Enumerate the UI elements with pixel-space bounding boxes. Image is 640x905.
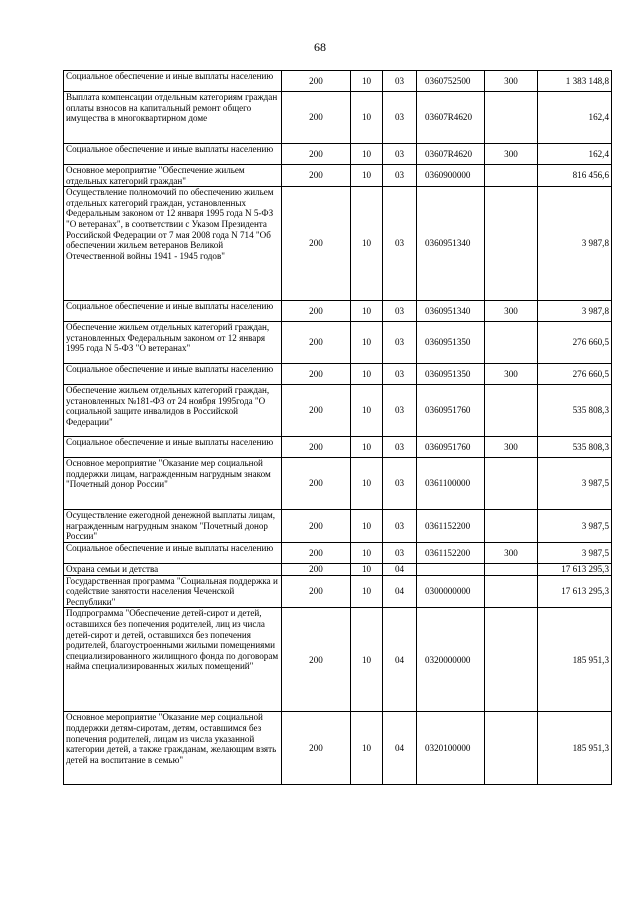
cell-expense-type	[485, 575, 538, 608]
cell-subsection: 03	[383, 458, 417, 510]
cell-name: Подпрограмма "Обеспечение детей-сирот и детей, оставшихся без попечения родителей, лиц из числа детей-сирот и детей, оставшихся без попечения родителей, благоустроенными жилыми помещениями специализированного жилищного фонда по договорам найма специализированных жилых помещений"	[64, 608, 282, 712]
cell-ministry-code: 200	[282, 608, 351, 712]
cell-expense-type	[485, 458, 538, 510]
cell-amount: 276 660,5	[538, 364, 612, 385]
cell-target-article: 0360951340	[417, 301, 485, 322]
cell-expense-type	[485, 510, 538, 543]
cell-ministry-code: 200	[282, 563, 351, 575]
cell-amount: 3 987,5	[538, 542, 612, 563]
cell-name: Охрана семьи и детства	[64, 563, 282, 575]
cell-ministry-code: 200	[282, 144, 351, 165]
cell-name: Социальное обеспечение и иные выплаты населению	[64, 301, 282, 322]
table-row	[64, 364, 612, 385]
cell-ministry-code: 200	[282, 322, 351, 364]
cell-name: Социальное обеспечение и иные выплаты населению	[64, 437, 282, 458]
table-row	[64, 510, 612, 543]
table-row	[64, 437, 612, 458]
cell-ministry-code: 200	[282, 575, 351, 608]
cell-expense-type	[485, 608, 538, 712]
cell-amount: 816 456,6	[538, 165, 612, 187]
table-row	[64, 608, 612, 712]
cell-ministry-code: 200	[282, 165, 351, 187]
cell-section: 10	[351, 322, 383, 364]
cell-name: Обеспечение жильем отдельных категорий граждан, установленных №181-ФЗ от 24 ноября 1995года "О социальной защите инвалидов в Российской Федерации"	[64, 385, 282, 437]
cell-target-article: 0320000000	[417, 608, 485, 712]
cell-name: Государственная программа "Социальная поддержка и содействие занятости населения Чеченской Республики"	[64, 575, 282, 608]
cell-amount: 535 808,3	[538, 385, 612, 437]
cell-target-article: 0300000000	[417, 575, 485, 608]
cell-section: 10	[351, 71, 383, 92]
cell-subsection: 03	[383, 322, 417, 364]
cell-expense-type: 300	[485, 437, 538, 458]
cell-section: 10	[351, 510, 383, 543]
cell-name: Социальное обеспечение и иные выплаты населению	[64, 542, 282, 563]
cell-target-article: 03607R4620	[417, 92, 485, 144]
cell-section: 10	[351, 542, 383, 563]
cell-amount: 3 987,5	[538, 510, 612, 543]
cell-name: Обеспечение жильем отдельных категорий граждан, установленных Федеральным законом от 12 января 1995 года N 5-ФЗ "О ветеранах"	[64, 322, 282, 364]
cell-section: 10	[351, 187, 383, 301]
cell-expense-type	[485, 322, 538, 364]
cell-subsection: 04	[383, 575, 417, 608]
cell-subsection: 03	[383, 301, 417, 322]
cell-target-article: 0360900000	[417, 165, 485, 187]
cell-amount: 17 613 295,3	[538, 563, 612, 575]
cell-name: Осуществление полномочий по обеспечению жильем отдельных категорий граждан, установленных Федеральным законом от 12 января 1995 года N 5-ФЗ "О ветеранах", в соответствии с Указом Президента Российской Федерации от 7 мая 2008 года N 714 "Об обеспечении жильем ветеранов Великой Отечественной войны 1941 - 1945 годов"	[64, 187, 282, 301]
cell-section: 10	[351, 165, 383, 187]
cell-target-article: 0360951350	[417, 322, 485, 364]
cell-section: 10	[351, 712, 383, 785]
cell-subsection: 03	[383, 165, 417, 187]
cell-subsection: 04	[383, 608, 417, 712]
cell-amount: 185 951,3	[538, 712, 612, 785]
cell-subsection: 04	[383, 563, 417, 575]
cell-ministry-code: 200	[282, 92, 351, 144]
cell-section: 10	[351, 608, 383, 712]
cell-amount: 1 383 148,8	[538, 71, 612, 92]
cell-expense-type	[485, 165, 538, 187]
table-row	[64, 71, 612, 92]
cell-subsection: 04	[383, 712, 417, 785]
cell-target-article: 0360752500	[417, 71, 485, 92]
table-row	[64, 542, 612, 563]
cell-subsection: 03	[383, 385, 417, 437]
cell-ministry-code: 200	[282, 712, 351, 785]
cell-amount: 3 987,8	[538, 187, 612, 301]
cell-amount: 162,4	[538, 144, 612, 165]
cell-amount: 185 951,3	[538, 608, 612, 712]
cell-target-article: 0361152200	[417, 510, 485, 543]
cell-expense-type: 300	[485, 71, 538, 92]
table-row	[64, 712, 612, 785]
cell-expense-type	[485, 712, 538, 785]
budget-table	[63, 70, 612, 785]
cell-subsection: 03	[383, 71, 417, 92]
cell-ministry-code: 200	[282, 437, 351, 458]
cell-ministry-code: 200	[282, 364, 351, 385]
cell-target-article: 0360951350	[417, 364, 485, 385]
cell-expense-type: 300	[485, 301, 538, 322]
cell-amount: 162,4	[538, 92, 612, 144]
cell-target-article: 0361152200	[417, 542, 485, 563]
cell-amount: 535 808,3	[538, 437, 612, 458]
cell-name: Основное мероприятие "Оказание мер социальной поддержки лицам, награжденным нагрудным знаком "Почетный донор России"	[64, 458, 282, 510]
cell-target-article: 0360951760	[417, 385, 485, 437]
cell-ministry-code: 200	[282, 301, 351, 322]
table-row	[64, 575, 612, 608]
cell-section: 10	[351, 575, 383, 608]
cell-section: 10	[351, 364, 383, 385]
cell-amount: 3 987,5	[538, 458, 612, 510]
cell-subsection: 03	[383, 187, 417, 301]
cell-amount: 17 613 295,3	[538, 575, 612, 608]
cell-ministry-code: 200	[282, 187, 351, 301]
cell-subsection: 03	[383, 364, 417, 385]
table-row	[64, 144, 612, 165]
cell-target-article: 0360951340	[417, 187, 485, 301]
cell-section: 10	[351, 458, 383, 510]
table-row	[64, 301, 612, 322]
cell-ministry-code: 200	[282, 542, 351, 563]
cell-target-article: 0320100000	[417, 712, 485, 785]
cell-name: Основное мероприятие "Обеспечение жильем отдельных категорий граждан"	[64, 165, 282, 187]
cell-name: Основное мероприятие "Оказание мер социальной поддержки детям-сиротам, детям, оставшимся без попечения родителей, лицам из числа указанной категории детей, а также гражданам, желающим взять детей на воспитание в семью"	[64, 712, 282, 785]
cell-amount: 3 987,8	[538, 301, 612, 322]
cell-expense-type: 300	[485, 144, 538, 165]
cell-subsection: 03	[383, 510, 417, 543]
cell-ministry-code: 200	[282, 71, 351, 92]
cell-expense-type: 300	[485, 542, 538, 563]
cell-name: Социальное обеспечение и иные выплаты населению	[64, 71, 282, 92]
cell-section: 10	[351, 563, 383, 575]
cell-name: Осуществление ежегодной денежной выплаты лицам, награжденным нагрудным знаком "Почетный донор России"	[64, 510, 282, 543]
cell-expense-type	[485, 92, 538, 144]
cell-ministry-code: 200	[282, 385, 351, 437]
cell-section: 10	[351, 385, 383, 437]
cell-name: Выплата компенсации отдельным категориям граждан оплаты взносов на капитальный ремонт общего имущества в многоквартирном доме	[64, 92, 282, 144]
cell-name: Социальное обеспечение и иные выплаты населению	[64, 144, 282, 165]
cell-section: 10	[351, 301, 383, 322]
cell-target-article: 0360951760	[417, 437, 485, 458]
page-number: 68	[314, 40, 326, 54]
cell-target-article: 0361100000	[417, 458, 485, 510]
table-row	[64, 187, 612, 301]
cell-section: 10	[351, 144, 383, 165]
cell-expense-type	[485, 563, 538, 575]
table-row	[64, 385, 612, 437]
cell-target-article: 03607R4620	[417, 144, 485, 165]
cell-name: Социальное обеспечение и иные выплаты населению	[64, 364, 282, 385]
cell-subsection: 03	[383, 144, 417, 165]
cell-amount: 276 660,5	[538, 322, 612, 364]
cell-section: 10	[351, 92, 383, 144]
cell-subsection: 03	[383, 92, 417, 144]
cell-ministry-code: 200	[282, 458, 351, 510]
cell-expense-type	[485, 385, 538, 437]
cell-expense-type: 300	[485, 364, 538, 385]
table-row	[64, 458, 612, 510]
cell-target-article	[417, 563, 485, 575]
table-row	[64, 165, 612, 187]
cell-subsection: 03	[383, 542, 417, 563]
table-row	[64, 563, 612, 575]
table-row	[64, 92, 612, 144]
cell-subsection: 03	[383, 437, 417, 458]
table-row	[64, 322, 612, 364]
cell-ministry-code: 200	[282, 510, 351, 543]
cell-expense-type	[485, 187, 538, 301]
cell-section: 10	[351, 437, 383, 458]
